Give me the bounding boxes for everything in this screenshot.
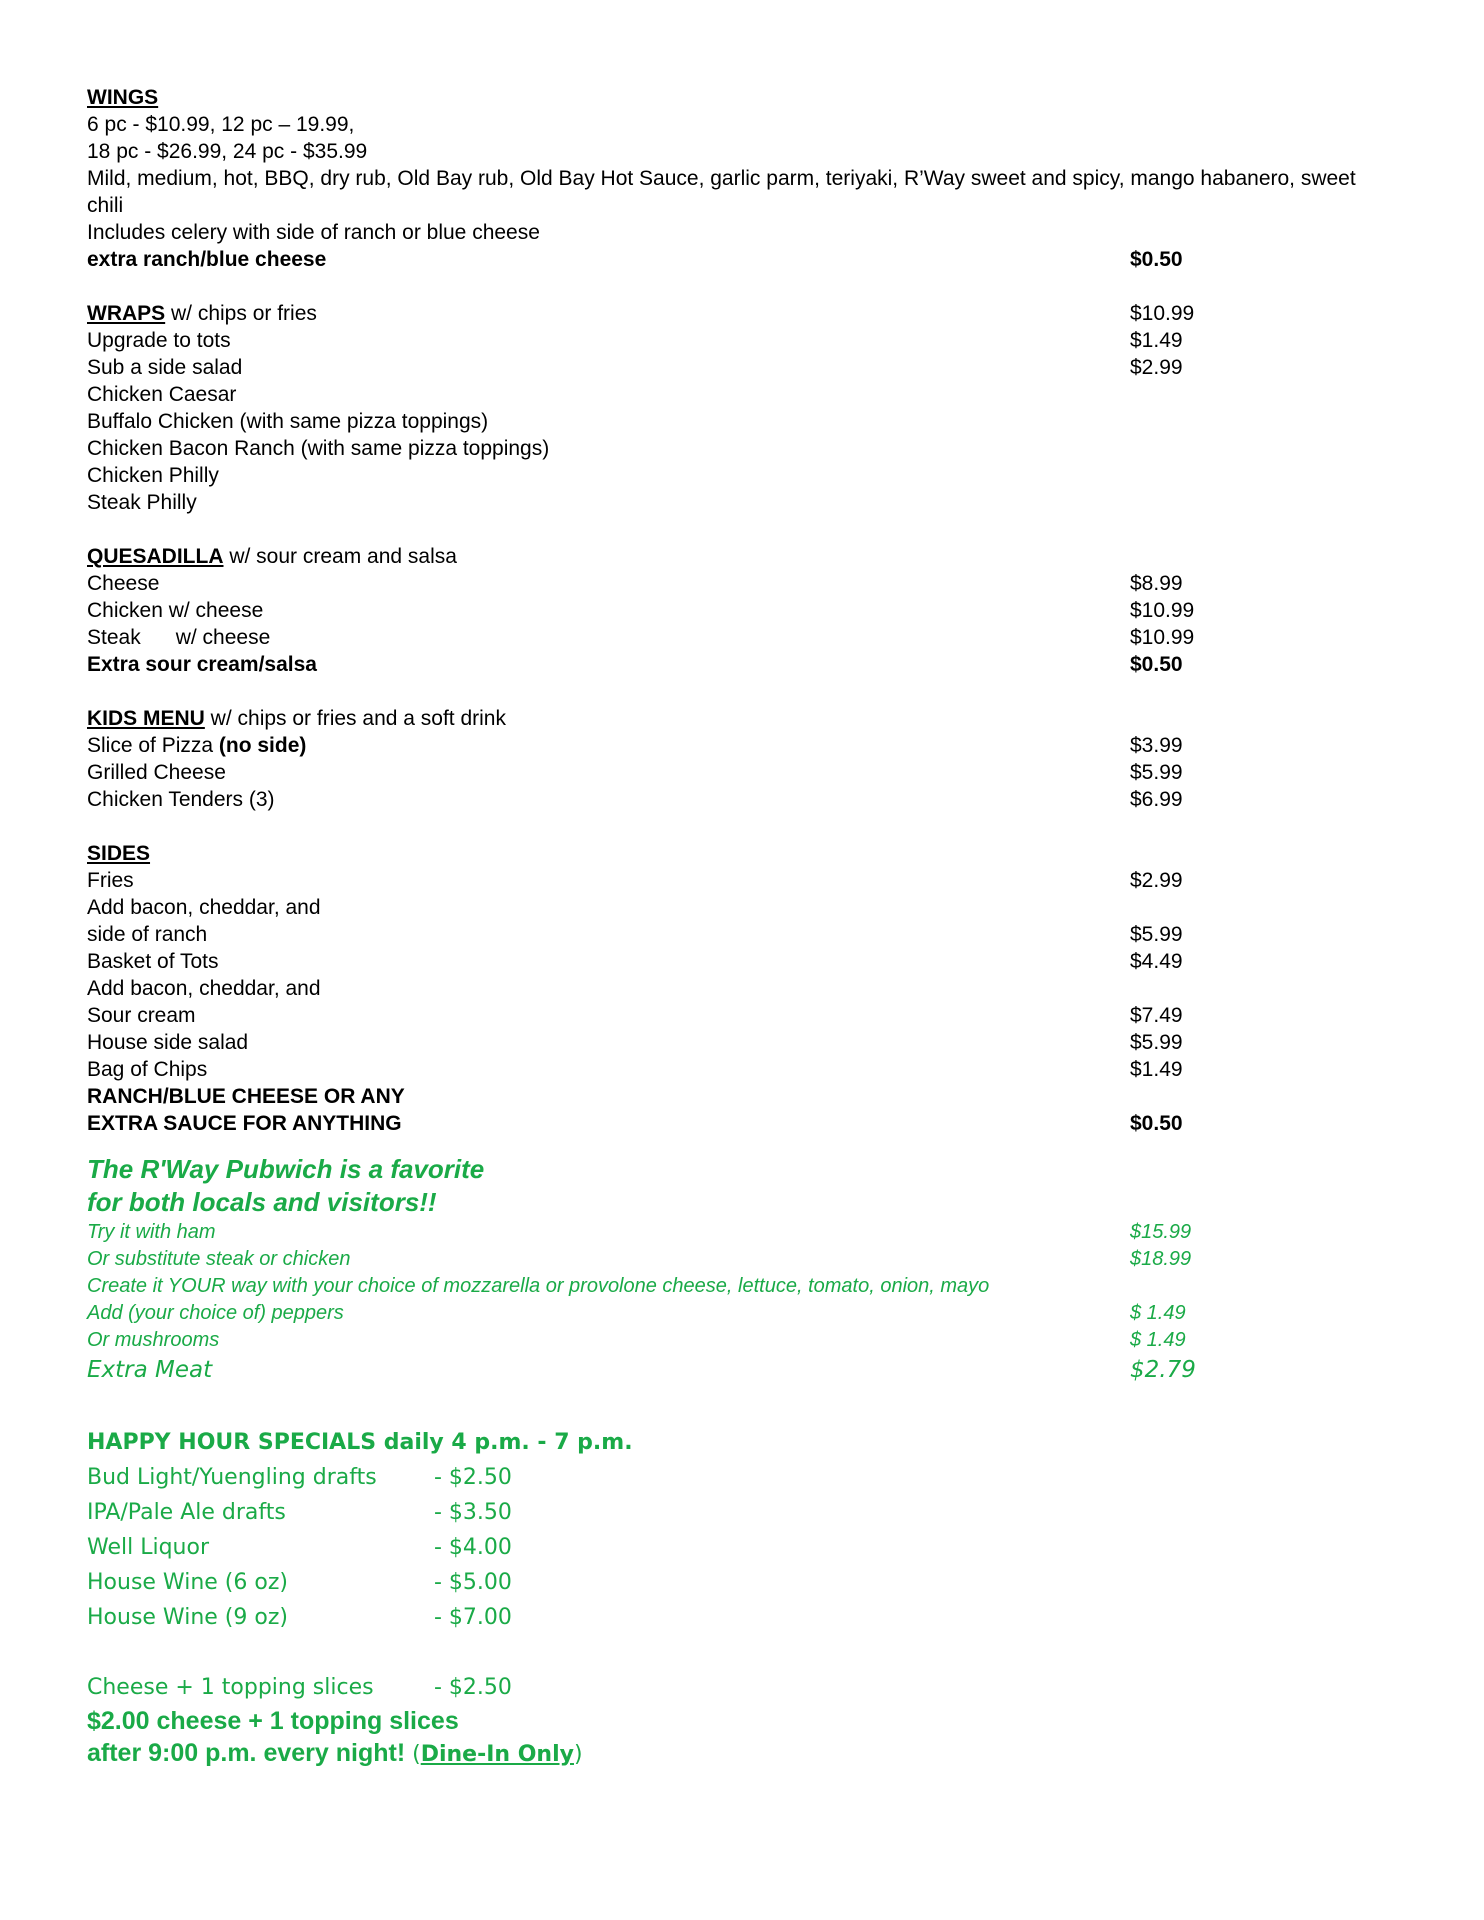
pubwich-headline-1: The R'Way Pubwich is a favorite bbox=[87, 1154, 485, 1184]
menu-item-price: $ 1.49 bbox=[1130, 1329, 1186, 1351]
menu-item-label: Cheese bbox=[87, 572, 160, 595]
menu-item-price: $4.49 bbox=[1130, 950, 1183, 973]
happy-hour-slice-row bbox=[87, 1670, 1427, 1705]
menu-item-label: Upgrade to tots bbox=[87, 329, 231, 352]
quesadilla-extra-label: Extra sour cream/salsa bbox=[87, 653, 317, 676]
menu-item-label: side of ranch bbox=[87, 923, 208, 946]
menu-item-label: Chicken w/ cheese bbox=[87, 599, 264, 622]
menu-item bbox=[87, 354, 1427, 381]
happy-hour-item bbox=[87, 1565, 1427, 1600]
menu-item-label: Fries bbox=[87, 869, 134, 892]
sides-extra-price: $0.50 bbox=[1130, 1112, 1183, 1135]
menu-item-label: Chicken Caesar bbox=[87, 383, 237, 406]
happy-hour-item-price: - $3.50 bbox=[434, 1500, 512, 1525]
menu-item bbox=[87, 1056, 1427, 1083]
menu-item-label: Steak Philly bbox=[87, 491, 197, 514]
menu-item-label: Add bacon, cheddar, and bbox=[87, 896, 321, 919]
menu-item-label: Chicken Tenders (3) bbox=[87, 788, 275, 811]
late-night-line-2-row bbox=[87, 1737, 1427, 1771]
note-close-paren: ) bbox=[573, 1742, 583, 1767]
happy-hour-item-label: Bud Light/Yuengling drafts bbox=[87, 1465, 377, 1490]
dine-in-only-label: Dine-In Only bbox=[420, 1742, 574, 1767]
menu-item bbox=[87, 1273, 1427, 1300]
happy-hour-slice-price: - $2.50 bbox=[434, 1675, 512, 1700]
menu-item-label: Sour cream bbox=[87, 1004, 196, 1027]
menu-item-label: Chicken Philly bbox=[87, 464, 219, 487]
happy-hour-item-label: Well Liquor bbox=[87, 1535, 209, 1560]
menu-item-price: $3.99 bbox=[1130, 734, 1183, 757]
menu-item-label: Chicken Bacon Ranch (with same pizza toppings) bbox=[87, 437, 550, 460]
wraps-section bbox=[87, 300, 1427, 516]
kids-header bbox=[87, 705, 1427, 732]
wings-pricing-line-2: 18 pc - $26.99, 24 pc - $35.99 bbox=[87, 140, 368, 163]
menu-item-label: Add (your choice of) peppers bbox=[87, 1302, 344, 1324]
menu-item-label: Or substitute steak or chicken bbox=[87, 1248, 351, 1270]
menu-item-label: Add bacon, cheddar, and bbox=[87, 977, 321, 1000]
happy-hour-item-price: - $7.00 bbox=[434, 1605, 512, 1630]
menu-item-price: $1.49 bbox=[1130, 1058, 1183, 1081]
menu-item-label: Create it YOUR way with your choice of mozzarella or provolone cheese, lettuce, tomato, onion, mayo bbox=[87, 1275, 990, 1297]
menu-item bbox=[87, 786, 1427, 813]
wings-section bbox=[87, 84, 1427, 273]
menu-item bbox=[87, 381, 1427, 408]
menu-item bbox=[87, 948, 1427, 975]
quesadilla-extra-price: $0.50 bbox=[1130, 653, 1183, 676]
quesadilla-section bbox=[87, 543, 1427, 678]
wraps-header bbox=[87, 300, 1427, 327]
pubwich-extra-meat-label: Extra Meat bbox=[87, 1357, 213, 1383]
note-open-paren: ( bbox=[412, 1742, 421, 1767]
pubwich-extra-meat-row bbox=[87, 1354, 1427, 1386]
menu-item-price: $10.99 bbox=[1130, 599, 1195, 622]
menu-item-price: $5.99 bbox=[1130, 761, 1183, 784]
menu-item bbox=[87, 759, 1427, 786]
menu-item bbox=[87, 1002, 1427, 1029]
menu-item bbox=[87, 597, 1427, 624]
menu-item bbox=[87, 1300, 1427, 1327]
wings-extra-price: $0.50 bbox=[1130, 248, 1183, 271]
menu-item-price: $5.99 bbox=[1130, 923, 1183, 946]
menu-item bbox=[87, 489, 1427, 516]
late-night-line-2: after 9:00 p.m. every night! bbox=[87, 1739, 413, 1767]
happy-hour-item-label: House Wine (6 oz) bbox=[87, 1570, 288, 1595]
happy-hour-item bbox=[87, 1600, 1427, 1635]
wraps-price: $10.99 bbox=[1130, 302, 1195, 325]
quesadilla-subtitle: w/ sour cream and salsa bbox=[223, 545, 457, 568]
menu-item-label: Try it with ham bbox=[87, 1221, 216, 1243]
menu-item-label: Sub a side salad bbox=[87, 356, 243, 379]
pubwich-headline-2: for both locals and visitors!! bbox=[87, 1187, 437, 1217]
happy-hour-item-price: - $5.00 bbox=[434, 1570, 512, 1595]
menu-item-label: Bag of Chips bbox=[87, 1058, 208, 1081]
menu-item-price: $2.99 bbox=[1130, 356, 1183, 379]
late-night-line-1: $2.00 cheese + 1 topping slices bbox=[87, 1707, 459, 1735]
menu-item bbox=[87, 975, 1427, 1002]
menu-item bbox=[87, 1246, 1427, 1273]
kids-subtitle: w/ chips or fries and a soft drink bbox=[204, 707, 506, 730]
happy-hour-section bbox=[87, 1426, 1427, 1705]
menu-item bbox=[87, 435, 1427, 462]
menu-item-label: Buffalo Chicken (with same pizza toppings) bbox=[87, 410, 489, 433]
pubwich-section bbox=[87, 1153, 1427, 1386]
menu-item-price: $7.49 bbox=[1130, 1004, 1183, 1027]
quesadilla-header bbox=[87, 543, 1427, 570]
menu-item-price: $2.99 bbox=[1130, 869, 1183, 892]
wings-includes: Includes celery with side of ranch or blue cheese bbox=[87, 221, 540, 244]
sides-title: SIDES bbox=[87, 842, 151, 865]
menu-item bbox=[87, 408, 1427, 435]
menu-item bbox=[87, 462, 1427, 489]
happy-hour-item bbox=[87, 1460, 1427, 1495]
kids-section bbox=[87, 705, 1427, 813]
menu-item bbox=[87, 867, 1427, 894]
menu-item bbox=[87, 921, 1427, 948]
sides-extra-row bbox=[87, 1110, 1427, 1137]
late-night-section bbox=[87, 1705, 1427, 1771]
menu-item-price: $5.99 bbox=[1130, 1031, 1183, 1054]
happy-hour-item bbox=[87, 1495, 1427, 1530]
quesadilla-extra-row bbox=[87, 651, 1427, 678]
happy-hour-title: HAPPY HOUR SPECIALS daily 4 p.m. - 7 p.m. bbox=[87, 1430, 633, 1455]
menu-item-price: $15.99 bbox=[1130, 1221, 1192, 1243]
menu-item bbox=[87, 327, 1427, 354]
happy-hour-slice-label: Cheese + 1 topping slices bbox=[87, 1675, 374, 1700]
wings-flavors: Mild, medium, hot, BBQ, dry rub, Old Bay rub, Old Bay Hot Sauce, garlic parm, teriyaki, R’Way sweet and spicy, mango habanero, sweet chili bbox=[87, 167, 1356, 217]
menu-item-price: $6.99 bbox=[1130, 788, 1183, 811]
happy-hour-item bbox=[87, 1530, 1427, 1565]
wings-pricing-line-1: 6 pc - $10.99, 12 pc – 19.99, bbox=[87, 113, 355, 136]
menu-item-label: Basket of Tots bbox=[87, 950, 219, 973]
happy-hour-item-label: IPA/Pale Ale drafts bbox=[87, 1500, 286, 1525]
menu-item-note: (no side) bbox=[218, 734, 307, 757]
menu-item bbox=[87, 1029, 1427, 1056]
kids-title: KIDS MENU bbox=[87, 707, 205, 730]
pubwich-extra-meat-price: $2.79 bbox=[1130, 1357, 1196, 1383]
menu-item-price: $10.99 bbox=[1130, 626, 1195, 649]
happy-hour-item-price: - $4.00 bbox=[434, 1535, 512, 1560]
menu-item bbox=[87, 732, 1427, 759]
quesadilla-title: QUESADILLA bbox=[87, 545, 224, 568]
menu-item-label: House side salad bbox=[87, 1031, 249, 1054]
menu-item bbox=[87, 894, 1427, 921]
menu-item-price: $18.99 bbox=[1130, 1248, 1192, 1270]
wraps-subtitle: w/ chips or fries bbox=[165, 302, 317, 325]
sides-extra-line-2: EXTRA SAUCE FOR ANYTHING bbox=[87, 1112, 402, 1135]
menu-item-price: $8.99 bbox=[1130, 572, 1183, 595]
menu-item-label: Slice of Pizza bbox=[87, 734, 219, 757]
wings-title: WINGS bbox=[87, 86, 159, 109]
menu-item-label: Steak w/ cheese bbox=[87, 626, 271, 649]
menu-item-price: $1.49 bbox=[1130, 329, 1183, 352]
menu-item bbox=[87, 1219, 1427, 1246]
menu-item bbox=[87, 1327, 1427, 1354]
happy-hour-item-label: House Wine (9 oz) bbox=[87, 1605, 288, 1630]
sides-extra-line-1: RANCH/BLUE CHEESE OR ANY bbox=[87, 1085, 405, 1108]
sides-section bbox=[87, 840, 1427, 1137]
menu-item bbox=[87, 570, 1427, 597]
menu-item-label: Or mushrooms bbox=[87, 1329, 220, 1351]
menu-item-price: $ 1.49 bbox=[1130, 1302, 1186, 1324]
dine-in-note bbox=[412, 1742, 582, 1767]
wraps-title: WRAPS bbox=[87, 302, 166, 325]
menu-item-label: Grilled Cheese bbox=[87, 761, 226, 784]
menu-page bbox=[87, 84, 1427, 1771]
menu-item bbox=[87, 624, 1427, 651]
wings-extra-row bbox=[87, 246, 1427, 273]
wings-extra-label: extra ranch/blue cheese bbox=[87, 248, 327, 271]
happy-hour-item-price: - $2.50 bbox=[434, 1465, 512, 1490]
